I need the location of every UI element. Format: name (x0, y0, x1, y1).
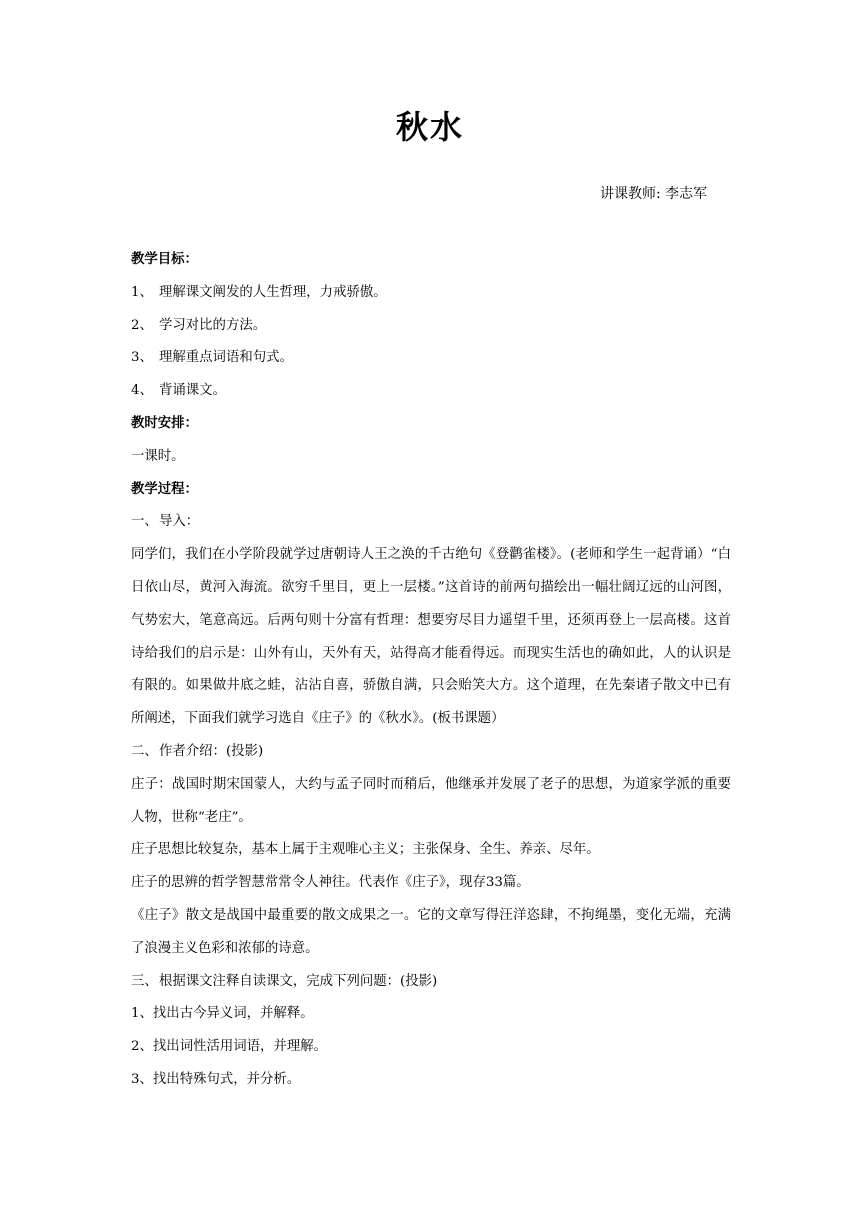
schedule-text: 一课时。 (131, 448, 185, 464)
objectives-heading: 教学目标： (131, 252, 198, 267)
schedule-heading: 教时安排： (131, 415, 198, 431)
author-paragraph: 庄子的思辨的哲学智慧常常令人神往。代表作《庄子》，现存33篇。 (131, 875, 530, 891)
part3-title: 三、根据课文注释自读课文，完成下列问题：(投影) (131, 973, 438, 989)
objective-item: 1、 理解课文阐发的人生哲理，力戒骄傲。 (131, 284, 387, 300)
document-body (131, 244, 731, 1097)
part1-title: 一、导入： (131, 514, 200, 530)
document-title: 秋水 (395, 108, 464, 146)
question-item: 3、找出特殊句式，并分析。 (131, 1071, 301, 1087)
author-paragraph: 庄子思想比较复杂，基本上属于主观唯心主义；主张保身、全生、养亲、尽年。 (131, 842, 600, 858)
process-heading: 教学过程： (131, 481, 198, 497)
part2-title: 二、作者介绍：(投影) (131, 743, 264, 759)
objective-item: 4、 背诵课文。 (131, 383, 226, 399)
question-item: 1、找出古今异义词，并解释。 (131, 1006, 314, 1022)
teacher-byline: 讲课教师: 李志军 (600, 186, 708, 202)
part1-paragraph: 同学们，我们在小学阶段就学过唐朝诗人王之涣的千古绝句《登鹳雀楼》。(老师和学生一起背诵）“白日依山尽，黄河入海流。欲穷千里目，更上一层楼。”这首诗的前两句描绘出一幅壮阔辽远的山河图，气势宏大，笔意高远。后两句则十分富有哲理：想要穷尽目力遥望千里，还须再登上一层高楼。这首诗给我们的启示是：山外有山，天外有天，站得高才能看得远。而现实生活也的确如此，人的认识是有限的。如果做井底之蛙，沾沾自喜，骄傲自满，只会贻笑大方。这个道理，在先秦诸子散文中已有所阐述，下面我们就学习选自《庄子》的《秋水》。(板书课题） (131, 547, 731, 727)
objective-item: 2、 学习对比的方法。 (131, 317, 267, 333)
question-item: 2、找出词性活用词语，并理解。 (131, 1039, 327, 1055)
objective-item: 3、 理解重点词语和句式。 (131, 350, 293, 366)
author-paragraph: 庄子：战国时期宋国蒙人，大约与孟子同时而稍后，他继承并发展了老子的思想，为道家学派的重要人物，世称“老庄”。 (131, 776, 731, 825)
author-paragraph: 《庄子》散文是战国中最重要的散文成果之一。它的文章写得汪洋恣肆，不拘绳墨，变化无端，充满了浪漫主义色彩和浓郁的诗意。 (131, 907, 731, 956)
